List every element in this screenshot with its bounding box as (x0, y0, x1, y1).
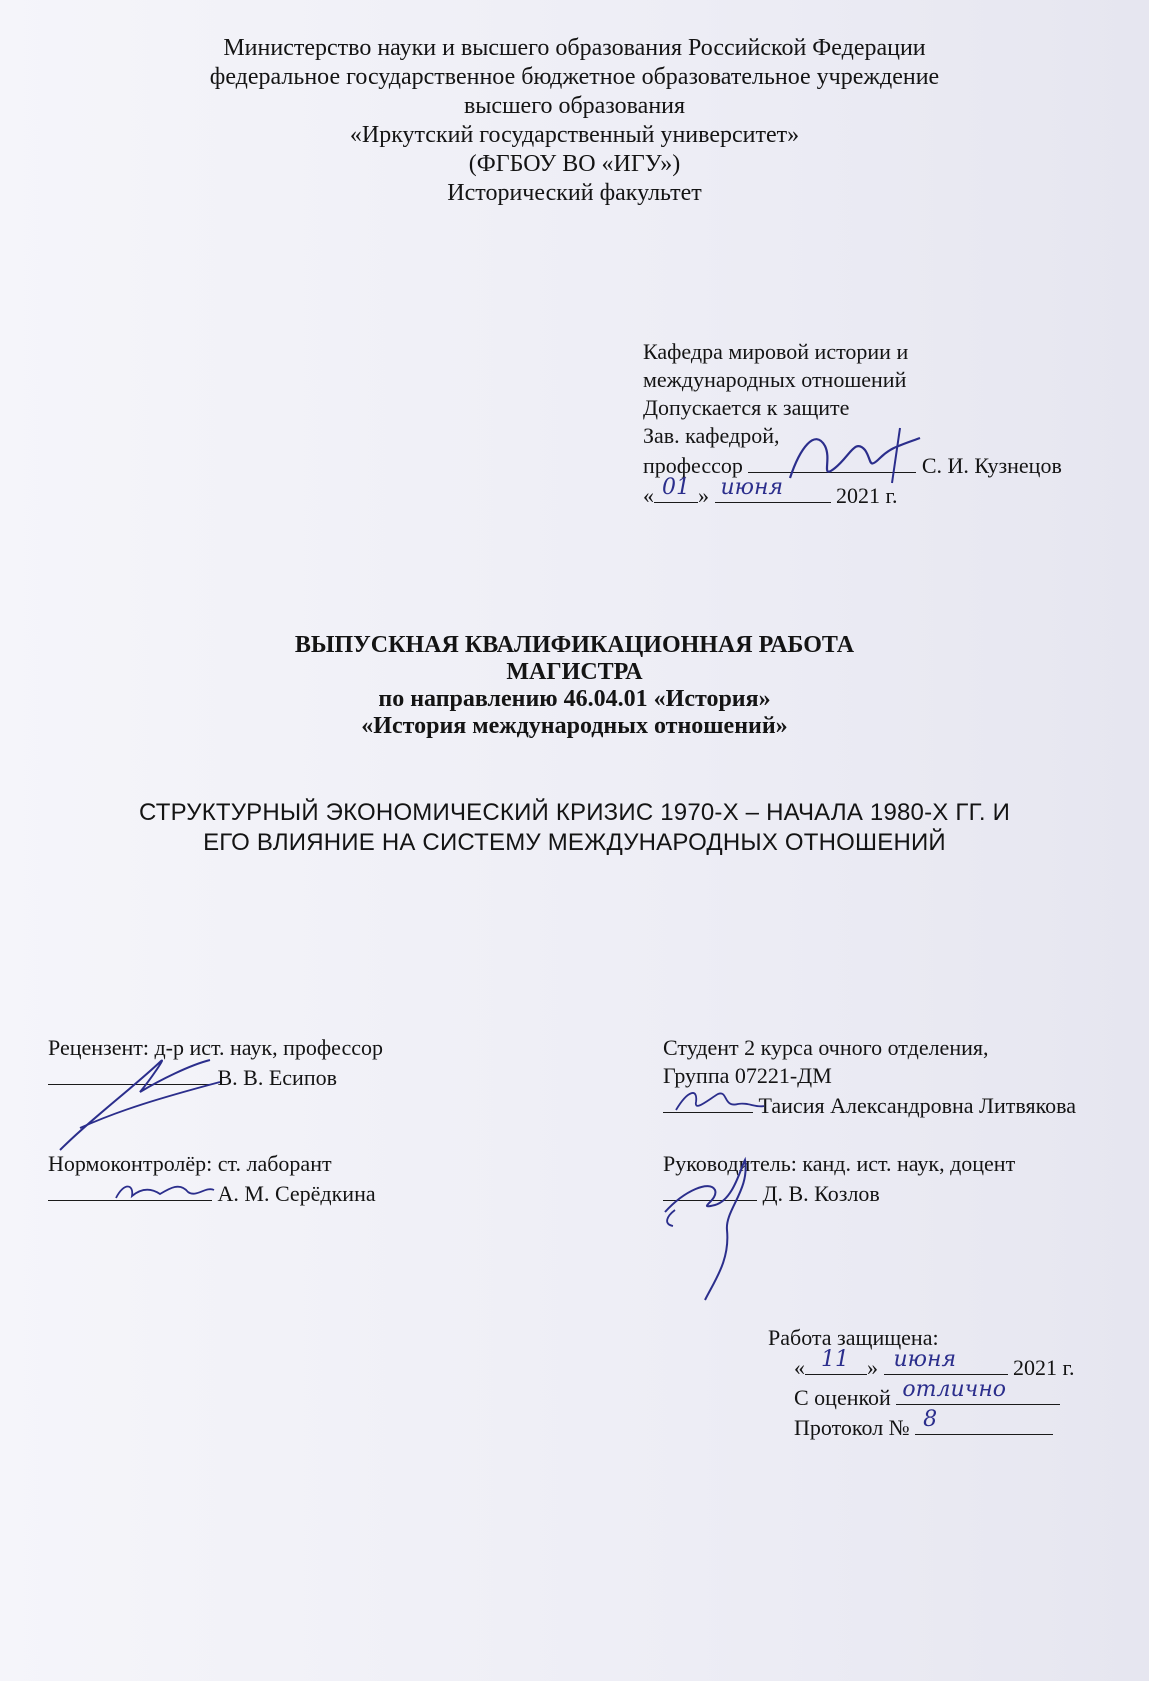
institution-type-line: федеральное государственное бюджетное образовательное учреждение (209, 64, 940, 90)
student-signature (668, 1080, 768, 1120)
reviewer-signature (40, 1040, 240, 1160)
normcontrol-name: А. М. Серёдкина (217, 1181, 376, 1206)
department-line-1: Кафедра мировой истории и (643, 339, 909, 364)
approval-date-line: « 01 » июня 2021 г. (643, 475, 898, 508)
head-signature (780, 408, 930, 498)
student-name: Таисия Александровна Литвякова (758, 1093, 1077, 1118)
defense-day: 11 (821, 1347, 849, 1372)
admit-line: Допускается к защите (643, 395, 850, 420)
reviewer-label: Рецензент: д-р ист. наук, профессор (48, 1035, 383, 1060)
defense-label: Работа защищена: (768, 1325, 939, 1350)
defense-month: июня (893, 1347, 957, 1372)
work-type: ВЫПУСКНАЯ КВАЛИФИКАЦИОННАЯ РАБОТА (294, 632, 855, 658)
grade-field (896, 1377, 1060, 1405)
supervisor-label: Руководитель: канд. ист. наук, доцент (663, 1151, 1016, 1176)
grade-value: отлично (902, 1377, 1007, 1402)
work-title-block (0, 632, 1149, 740)
supervisor-signature (655, 1150, 785, 1310)
department-line-2: международных отношений (643, 367, 907, 392)
degree: МАГИСТРА (506, 659, 643, 685)
university-abbr: (ФГБОУ ВО «ИГУ») (468, 151, 681, 177)
approval-year: 2021 г. (836, 483, 898, 508)
head-position: профессор (643, 453, 743, 478)
approval-day-field (654, 475, 698, 503)
defense-month-field (884, 1347, 1008, 1375)
faculty-name: Исторический факультет (447, 180, 702, 206)
protocol-value: 8 (923, 1407, 938, 1432)
defense-block (768, 1324, 1075, 1442)
approval-day: 01 (662, 475, 690, 500)
topic-line-2: ЕГО ВЛИЯНИЕ НА СИСТЕМУ МЕЖДУНАРОДНЫХ ОТНОШЕНИЙ (203, 829, 946, 856)
approval-month: июня (720, 475, 784, 500)
direction: по направлению 46.04.01 «История» (378, 686, 771, 712)
normcontrol-label: Нормоконтролёр: ст. лаборант (48, 1151, 332, 1176)
student-group: Группа 07221-ДМ (663, 1063, 832, 1088)
education-level-line: высшего образования (463, 93, 686, 119)
profile: «История международных отношений» (361, 713, 788, 739)
reviewer-name: В. В. Есипов (217, 1065, 337, 1090)
institution-header (0, 34, 1149, 208)
grade-label: С оценкой (794, 1385, 891, 1410)
defense-day-field (805, 1347, 867, 1375)
head-name: С. И. Кузнецов (921, 453, 1062, 478)
protocol-line (794, 1407, 1075, 1442)
supervisor-name: Д. В. Козлов (762, 1181, 880, 1206)
university-name: «Иркутский государственный университет» (349, 122, 800, 148)
defense-year: 2021 г. (1013, 1355, 1075, 1380)
head-line: Зав. кафедрой, (643, 423, 780, 448)
thesis-topic (0, 798, 1149, 858)
defense-date-line: « 11 » июня 2021 г. (794, 1347, 1075, 1380)
protocol-field (915, 1407, 1053, 1435)
ministry-line: Министерство науки и высшего образования Российской Федерации (223, 35, 926, 61)
topic-line-1: СТРУКТУРНЫЙ ЭКОНОМИЧЕСКИЙ КРИЗИС 1970-Х – НАЧАЛА 1980-Х ГГ. И (138, 799, 1011, 826)
protocol-label: Протокол № (794, 1415, 910, 1440)
normcontrol-signature (110, 1176, 220, 1206)
student-label: Студент 2 курса очного отделения, (663, 1035, 989, 1060)
